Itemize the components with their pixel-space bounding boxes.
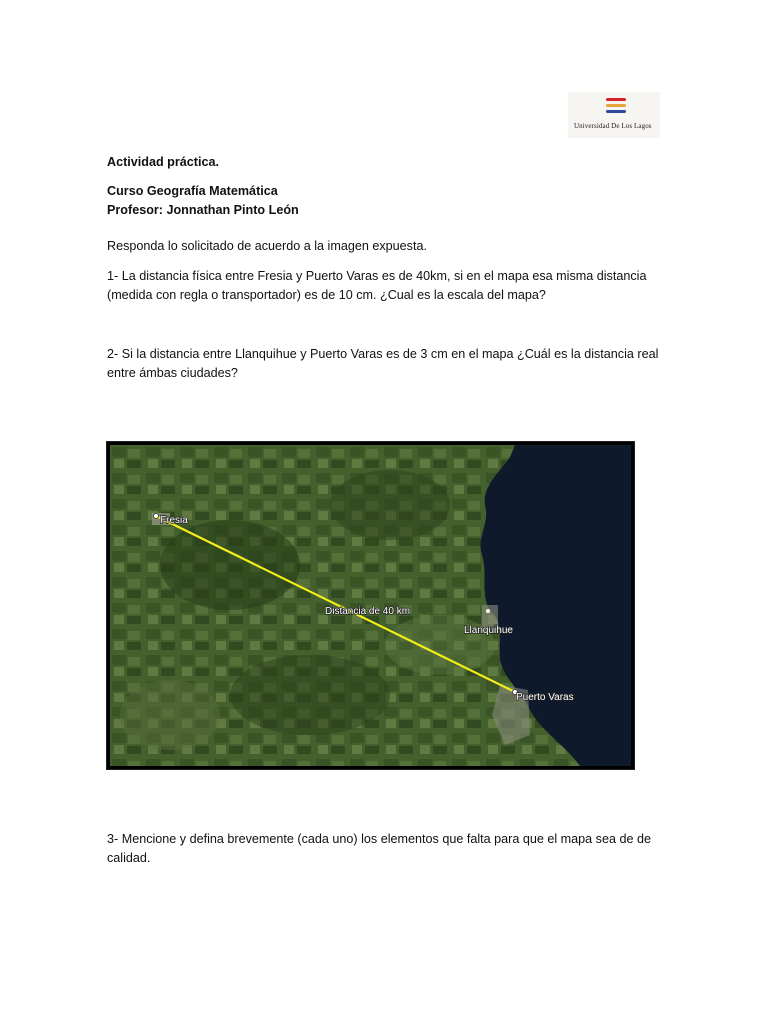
label-distance: Distancia de 40 km <box>325 606 411 617</box>
question-2-line-2: entre ámbas ciudades? <box>107 366 238 380</box>
llanquihue-marker-icon <box>486 609 490 613</box>
course-name: Curso Geografía Matemática <box>107 184 278 198</box>
forest-patch <box>230 655 390 735</box>
question-1-line-2: (medida con regla o transportador) es de 10 cm. ¿Cual es la escala del mapa? <box>107 288 546 302</box>
satellite-map-frame <box>107 442 634 769</box>
instructions-text: Responda lo solicitado de acuerdo a la imagen expuesta. <box>107 239 427 253</box>
question-3-line-2: calidad. <box>107 851 151 865</box>
label-llanquihue: Llanquihue <box>464 625 513 636</box>
logo-text: Universidad De Los Lagos <box>574 122 652 130</box>
label-puerto-varas: Puerto Varas <box>516 692 574 703</box>
fresia-marker-icon <box>154 514 159 519</box>
logo-bars-icon <box>606 98 626 116</box>
field-patch <box>385 615 495 675</box>
map-svg <box>110 445 631 766</box>
question-3-line-1: 3- Mencione y defina brevemente (cada uno) los elementos que falta para que el mapa sea de de <box>107 832 651 846</box>
university-logo <box>568 92 660 138</box>
label-fresia: Fresia <box>160 515 188 526</box>
forest-patch <box>160 520 300 610</box>
field-patch <box>120 680 220 750</box>
question-2-line-1: 2- Si la distancia entre Llanquihue y Puerto Varas es de 3 cm en el mapa ¿Cuál es la distancia real <box>107 347 659 361</box>
forest-patch <box>330 470 450 540</box>
professor-name: Profesor: Jonnathan Pinto León <box>107 203 299 217</box>
town-llanquihue-area <box>482 605 498 627</box>
satellite-map <box>110 445 631 766</box>
question-1-line-1: 1- La distancia física entre Fresia y Puerto Varas es de 40km, si en el mapa esa misma distancia <box>107 269 647 283</box>
activity-title: Actividad práctica. <box>107 155 219 169</box>
